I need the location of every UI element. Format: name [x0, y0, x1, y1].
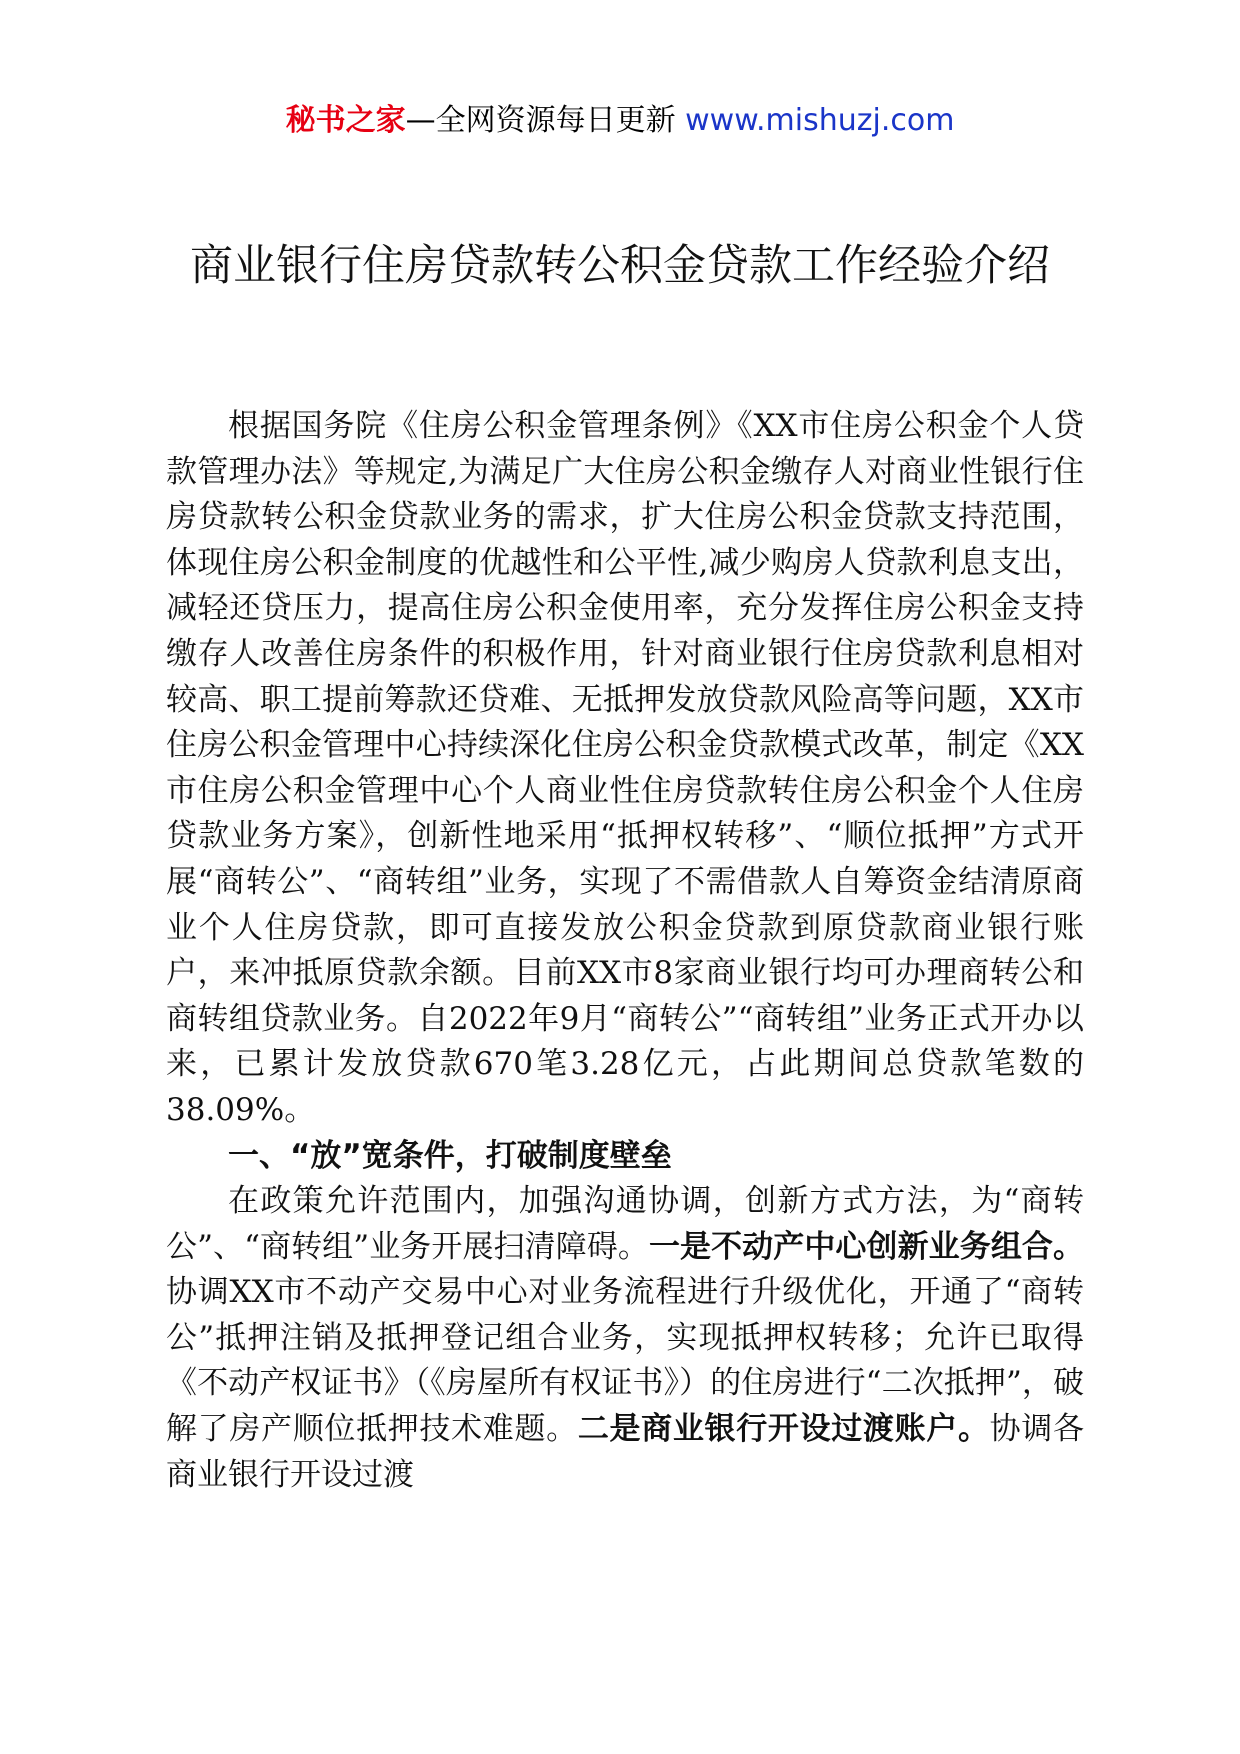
paragraph-section-1 [166, 1179, 1084, 1498]
site-brand: 秘书之家 [285, 103, 406, 138]
bold-point-2: 二是商业银行开设过渡账户。 [577, 1411, 990, 1448]
bold-point-1: 一是不动产中心创新业务组合。 [648, 1228, 1084, 1265]
paragraph-text: 协调XX市不动产交易中心对业务流程进行升级优化，开通了“商转公”抵押注销及抵押登记组合业务，实现抵押权转移；允许已取得《不动产权证书》（《房屋所有权证书》）的住房进行“二次抵押”，破解了房产顺位抵押技术难题。 [166, 1274, 1084, 1448]
paragraph-text: 在政策允许范围内，加强沟通协调，创新方式方法，为“商转公”、“商转组”业务开展扫清障碍。 [166, 1183, 1084, 1265]
section-heading-1: 一、“放”宽条件，打破制度壁垒 [228, 1137, 672, 1174]
site-url-link[interactable]: www.mishuzj.com [685, 103, 955, 138]
site-header [0, 98, 1240, 144]
document-title: 商业银行住房贷款转公积金贷款工作经验介绍 [190, 241, 1050, 291]
site-tagline: —全网资源每日更新 [405, 103, 676, 138]
paragraph-text: 协调各商业银行开设过渡 [166, 1411, 1085, 1493]
document-body [166, 404, 1084, 1498]
paragraph-intro: 根据国务院《住房公积金管理条例》《XX市住房公积金个人贷款管理办法》等规定,为满足广大住房公积金缴存人对商业性银行住房贷款转公积金贷款业务的需求，扩大住房公积金贷款支持范围，体现住房公积金制度的优越性和公平性,减少购房人贷款利息支出，减轻还贷压力，提高住房公积金使用率，充分发挥住房公积金支持缴存人改善住房条件的积极作用，针对商业银行住房贷款利息相对较高、职工提前筹款还贷难、无抵押发放贷款风险高等问题，XX市住房公积金管理中心持续深化住房公积金贷款模式改革，制定《XX市住房公积金管理中心个人商业性住房贷款转住房公积金个人住房贷款业务方案》，创新性地采用“抵押权转移”、“顺位抵押”方式开展“商转公”、“商转组”业务，实现了不需借款人自筹资金结清原商业个人住房贷款，即可直接发放公积金贷款到原贷款商业银行账户，来冲抵原贷款余额。目前XX市8家商业银行均可办理商转公和商转组贷款业务。自2022年9月“商转公”“商转组”业务正式开办以来，已累计发放贷款670笔3.28亿元，占此期间总贷款笔数的38.09%。 [166, 408, 1084, 1128]
